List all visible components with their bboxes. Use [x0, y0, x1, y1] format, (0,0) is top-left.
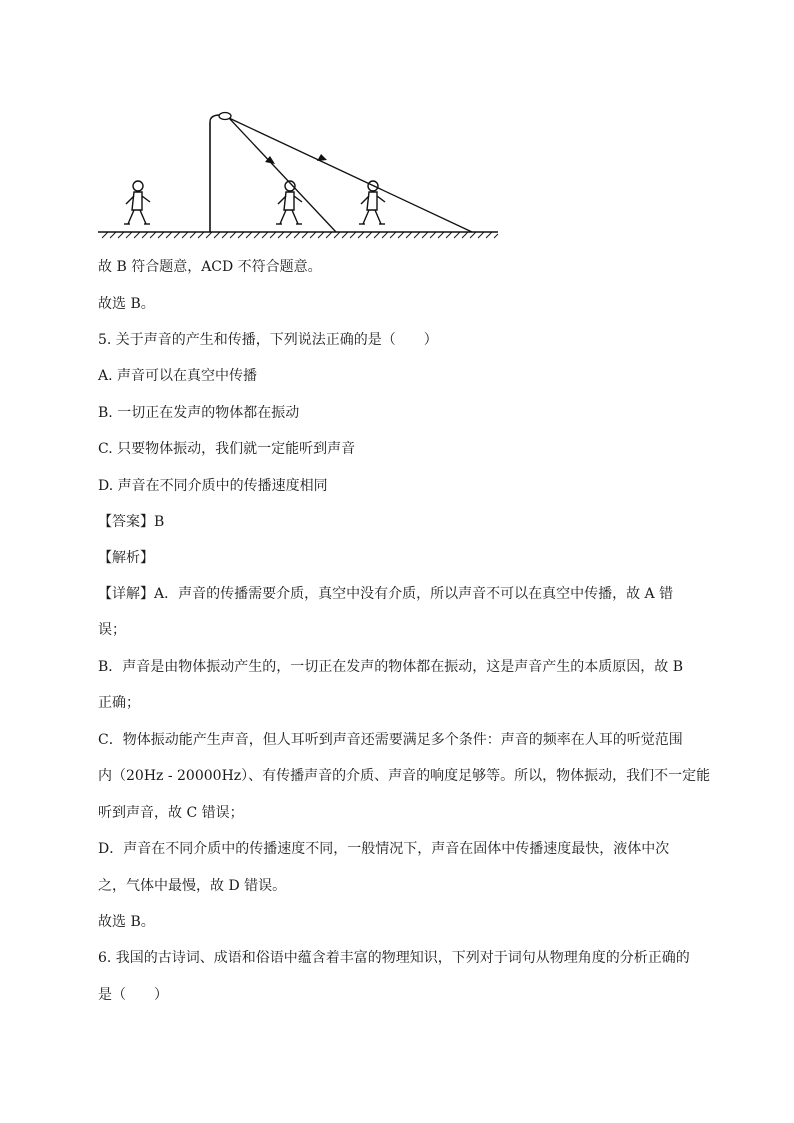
person-icon-right [359, 181, 385, 224]
ground-hatching [102, 232, 498, 238]
lamp-post [210, 113, 231, 233]
detail-line: 【详解】A．声音的传播需要介质，真空中没有介质，所以声音不可以在真空中传播，故 A 错 [98, 586, 674, 602]
detail-line: 内（20Hz - 20000Hz）、有传播声音的介质、声音的响度足够等。所以，物体振动，我们不一定能 [98, 768, 711, 784]
analysis-label: 【解析】 [98, 550, 154, 566]
question-6-stem-continued: 是（ ） [98, 987, 168, 1003]
detail-line: 之，气体中最慢，故 D 错误。 [98, 878, 287, 894]
detail-line: C．物体振动能产生声音，但人耳听到声音还需要满足多个条件：声音的频率在人耳的听觉范围 [98, 732, 683, 748]
conclusion-line: 故 B 符合题意，ACD 不符合题意。 [98, 259, 322, 275]
question-5-option-d: D. 声音在不同介质中的传播速度相同 [98, 478, 328, 494]
person-icon-middle [276, 181, 302, 224]
answer-select-line: 故选 B。 [98, 914, 155, 930]
question-5-option-c: C. 只要物体振动，我们就一定能听到声音 [98, 441, 356, 457]
question-5-stem: 5. 关于声音的产生和传播，下列说法正确的是（ ） [98, 332, 438, 348]
detail-line: D．声音在不同介质中的传播速度不同，一般情况下，声音在固体中传播速度最快，液体中次 [98, 841, 670, 857]
question-6-stem: 6. 我国的古诗词、成语和俗语中蕴含着丰富的物理知识，下列对于词句从物理角度的分析正确的 [98, 950, 690, 966]
question-5-option-b: B. 一切正在发声的物体都在振动 [98, 405, 300, 421]
light-rays [229, 118, 472, 232]
answer-select-line: 故选 B。 [98, 296, 155, 312]
detail-line: B．声音是由物体振动产生的，一切正在发声的物体都在振动，这是声音产生的本质原因，故 B [98, 659, 684, 675]
detail-line: 听到声音，故 C 错误； [98, 805, 244, 821]
answer-label: 【答案】B [98, 514, 165, 530]
detail-line: 正确； [98, 695, 140, 711]
question-5-option-a: A. 声音可以在真空中传播 [98, 368, 258, 384]
detail-line: 误； [98, 622, 126, 638]
person-icon-left [124, 181, 150, 224]
street-lamp-shadow-figure [98, 108, 500, 240]
